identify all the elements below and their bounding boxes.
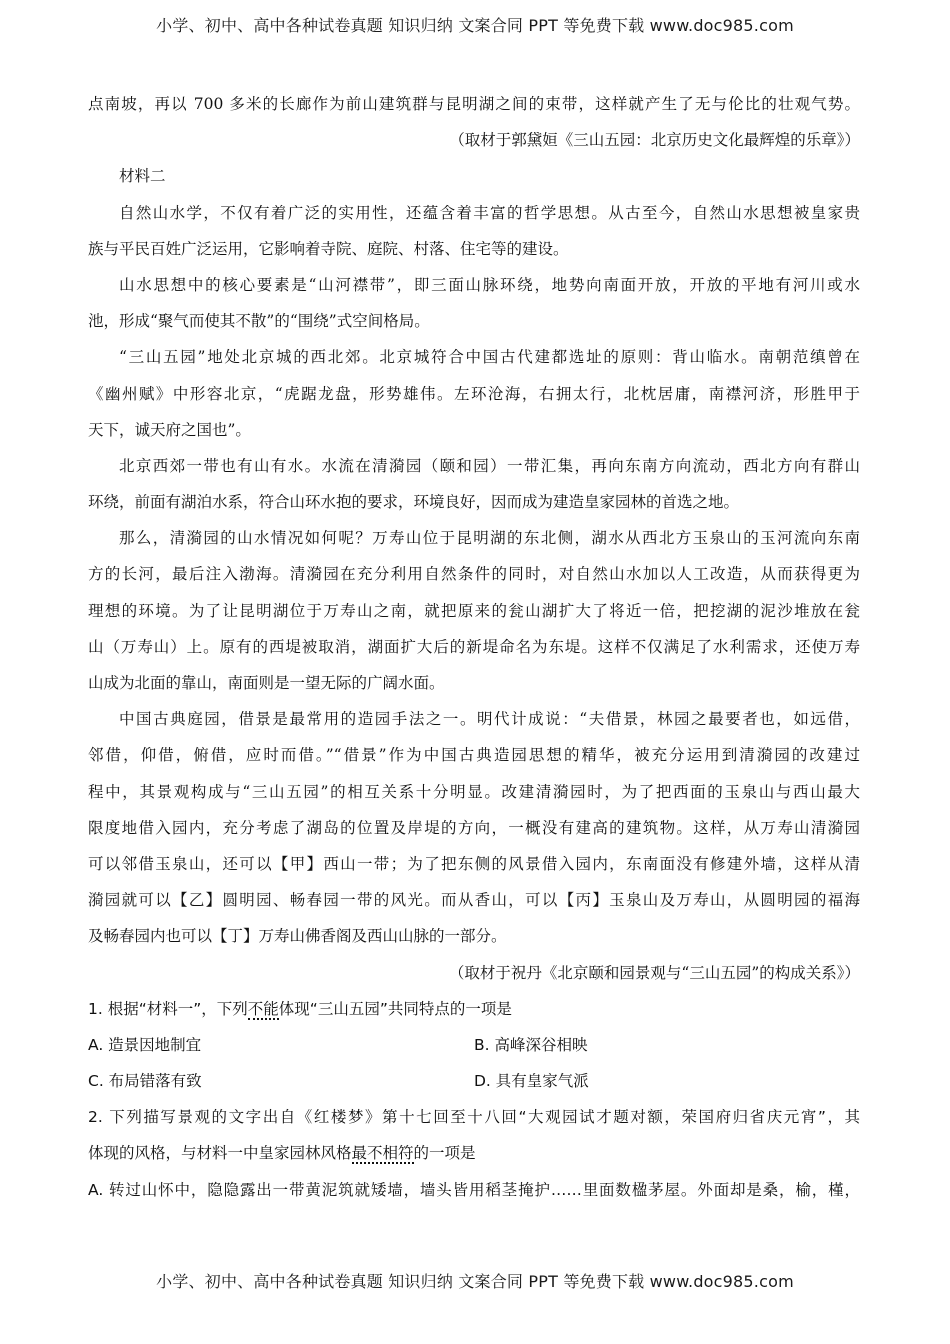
question-1-suffix: 体现“三山五园”共同特点的一项是: [278, 999, 512, 1018]
material2-heading: 材料二: [119, 167, 166, 186]
paragraph-line: “三山五园”地处北京城的西北郊。北京城符合中国古代建都选址的原则：背山临水。南朝范缜曾在: [119, 348, 860, 367]
document-body: [88, 86, 860, 1208]
paragraph-line: 山（万寿山）上。原有的西堤被取消，湖面扩大后的新堤命名为东堤。这样不仅满足了水利需求，还使万寿: [88, 637, 860, 656]
paragraph-line: 理想的环境。为了让昆明湖位于万寿山之南，就把原来的瓮山湖扩大了将近一倍，把挖湖的泥沙堆放在瓮: [88, 601, 860, 620]
paragraph-line: 环绕，前面有湖泊水系，符合山环水抱的要求，环境良好，因而成为建造皇家园林的首选之地。: [88, 493, 740, 512]
paragraph-line: 山水思想中的核心要素是“山河襟带”，即三面山脉环绕，地势向南面开放，开放的平地有河川或水: [119, 275, 860, 294]
paragraph-line: 及畅春园内也可以【丁】万寿山佛香阁及西山山脉的一部分。: [88, 927, 507, 946]
paragraph-line: 族与平民百姓广泛运用，它影响着寺院、庭院、村落、住宅等的建设。: [88, 239, 569, 258]
paragraph-line: 山成为北面的靠山，南面则是一望无际的广阔水面。: [88, 674, 445, 692]
paragraph-line: 邻借，仰借，俯借，应时而借。”“借景”作为中国古典造园思想的精华，被充分运用到清漪园的改建过: [88, 746, 860, 765]
paragraph-line: 限度地借入园内，充分考虑了湖岛的位置及岸堤的方向，一概没有建高的建筑物。这样，从万寿山清漪园: [88, 818, 860, 837]
question-2-emphasis: 最不相符: [351, 1144, 414, 1163]
question-2-stem-line-2: [88, 1135, 860, 1171]
question-2-prefix: 体现的风格，与材料一中皇家园林风格: [88, 1144, 352, 1163]
paragraph-line: 可以邻借玉泉山，还可以【甲】西山一带；为了把东侧的风景借入园内，东南面没有修建外墙，这样从清: [88, 854, 860, 873]
option-c[interactable]: C. 布局错落有致: [88, 1072, 202, 1091]
material1-tail-line: 点南坡，再以 700 多米的长廊作为前山建筑群与昆明湖之间的束带，这样就产生了无与伦比的壮观气势。: [88, 95, 860, 113]
page-header: 小学、初中、高中各种试卷真题 知识归纳 文案合同 PPT 等免费下载 www.doc985.com: [156, 16, 794, 35]
paragraph-line: 池，形成“聚气而使其不散”的“围绕”式空间格局。: [88, 312, 430, 331]
paragraph-line: 天下，诚天府之国也”。: [88, 420, 251, 439]
option-a[interactable]: A. 造景因地制宜: [88, 1035, 202, 1054]
question-1-prefix: 1. 根据“材料一”，下列: [88, 999, 248, 1018]
question-1-emphasis: 不能: [247, 999, 279, 1018]
paragraph-line: 程中，其景观构成与“三山五园”的相互关系十分明显。改建清漪园时，为了把西面的玉泉山与西山最大: [88, 782, 860, 801]
question-1-stem: [88, 991, 860, 1027]
question-2-option-a[interactable]: A. 转过山怀中，隐隐露出一带黄泥筑就矮墙，墙头皆用稻茎掩护……里面数楹茅屋。外面却是桑，榆，槿，: [88, 1180, 860, 1199]
paragraph-line: 自然山水学，不仅有着广泛的实用性，还蕴含着丰富的哲学思想。从古至今，自然山水思想被皇家贵: [119, 203, 860, 222]
paragraph-line: 北京西郊一带也有山有水。水流在清漪园（颐和园）一带汇集，再向东南方向流动，西北方向有群山: [119, 456, 860, 475]
option-b[interactable]: B. 高峰深谷相映: [474, 1035, 588, 1054]
question-1-options-row-2: [88, 1063, 860, 1099]
paragraph-line: 方的长河，最后注入渤海。清漪园在充分利用自然条件的同时，对自然山水加以人工改造，从而获得更为: [88, 565, 860, 584]
paragraph-line: 那么，清漪园的山水情况如何呢？万寿山位于昆明湖的东北侧，湖水从西北方玉泉山的玉河流向东南: [119, 529, 860, 548]
material1-source: （取材于郭黛姮《三山五园：北京历史文化最辉煌的乐章》）: [449, 131, 860, 150]
question-1-options-row-1: [88, 1027, 860, 1063]
paragraph-line: 漪园就可以【乙】圆明园、畅春园一带的风光。而从香山，可以【丙】玉泉山及万寿山，从圆明园的福海: [88, 891, 860, 910]
question-2-stem-line-1: 2. 下列描写景观的文字出自《红楼梦》第十七回至十八回“大观园试才题对额，荣国府归省庆元宵”，其: [88, 1108, 860, 1127]
paragraph-line: 《幽州赋》中形容北京，“虎踞龙盘，形势雄伟。左环沧海，右拥太行，北枕居庸，南襟河济，形胜甲于: [88, 384, 860, 403]
paragraph-line: 中国古典庭园，借景是最常用的造园手法之一。明代计成说：“夫借景，林园之最要者也，如远借，: [119, 710, 860, 729]
material2-source: （取材于祝丹《北京颐和园景观与“三山五园”的构成关系》）: [448, 963, 860, 982]
page-footer: 小学、初中、高中各种试卷真题 知识归纳 文案合同 PPT 等免费下载 www.doc985.com: [156, 1272, 794, 1291]
option-d[interactable]: D. 具有皇家气派: [474, 1072, 589, 1091]
question-2-suffix: 的一项是: [413, 1144, 476, 1163]
